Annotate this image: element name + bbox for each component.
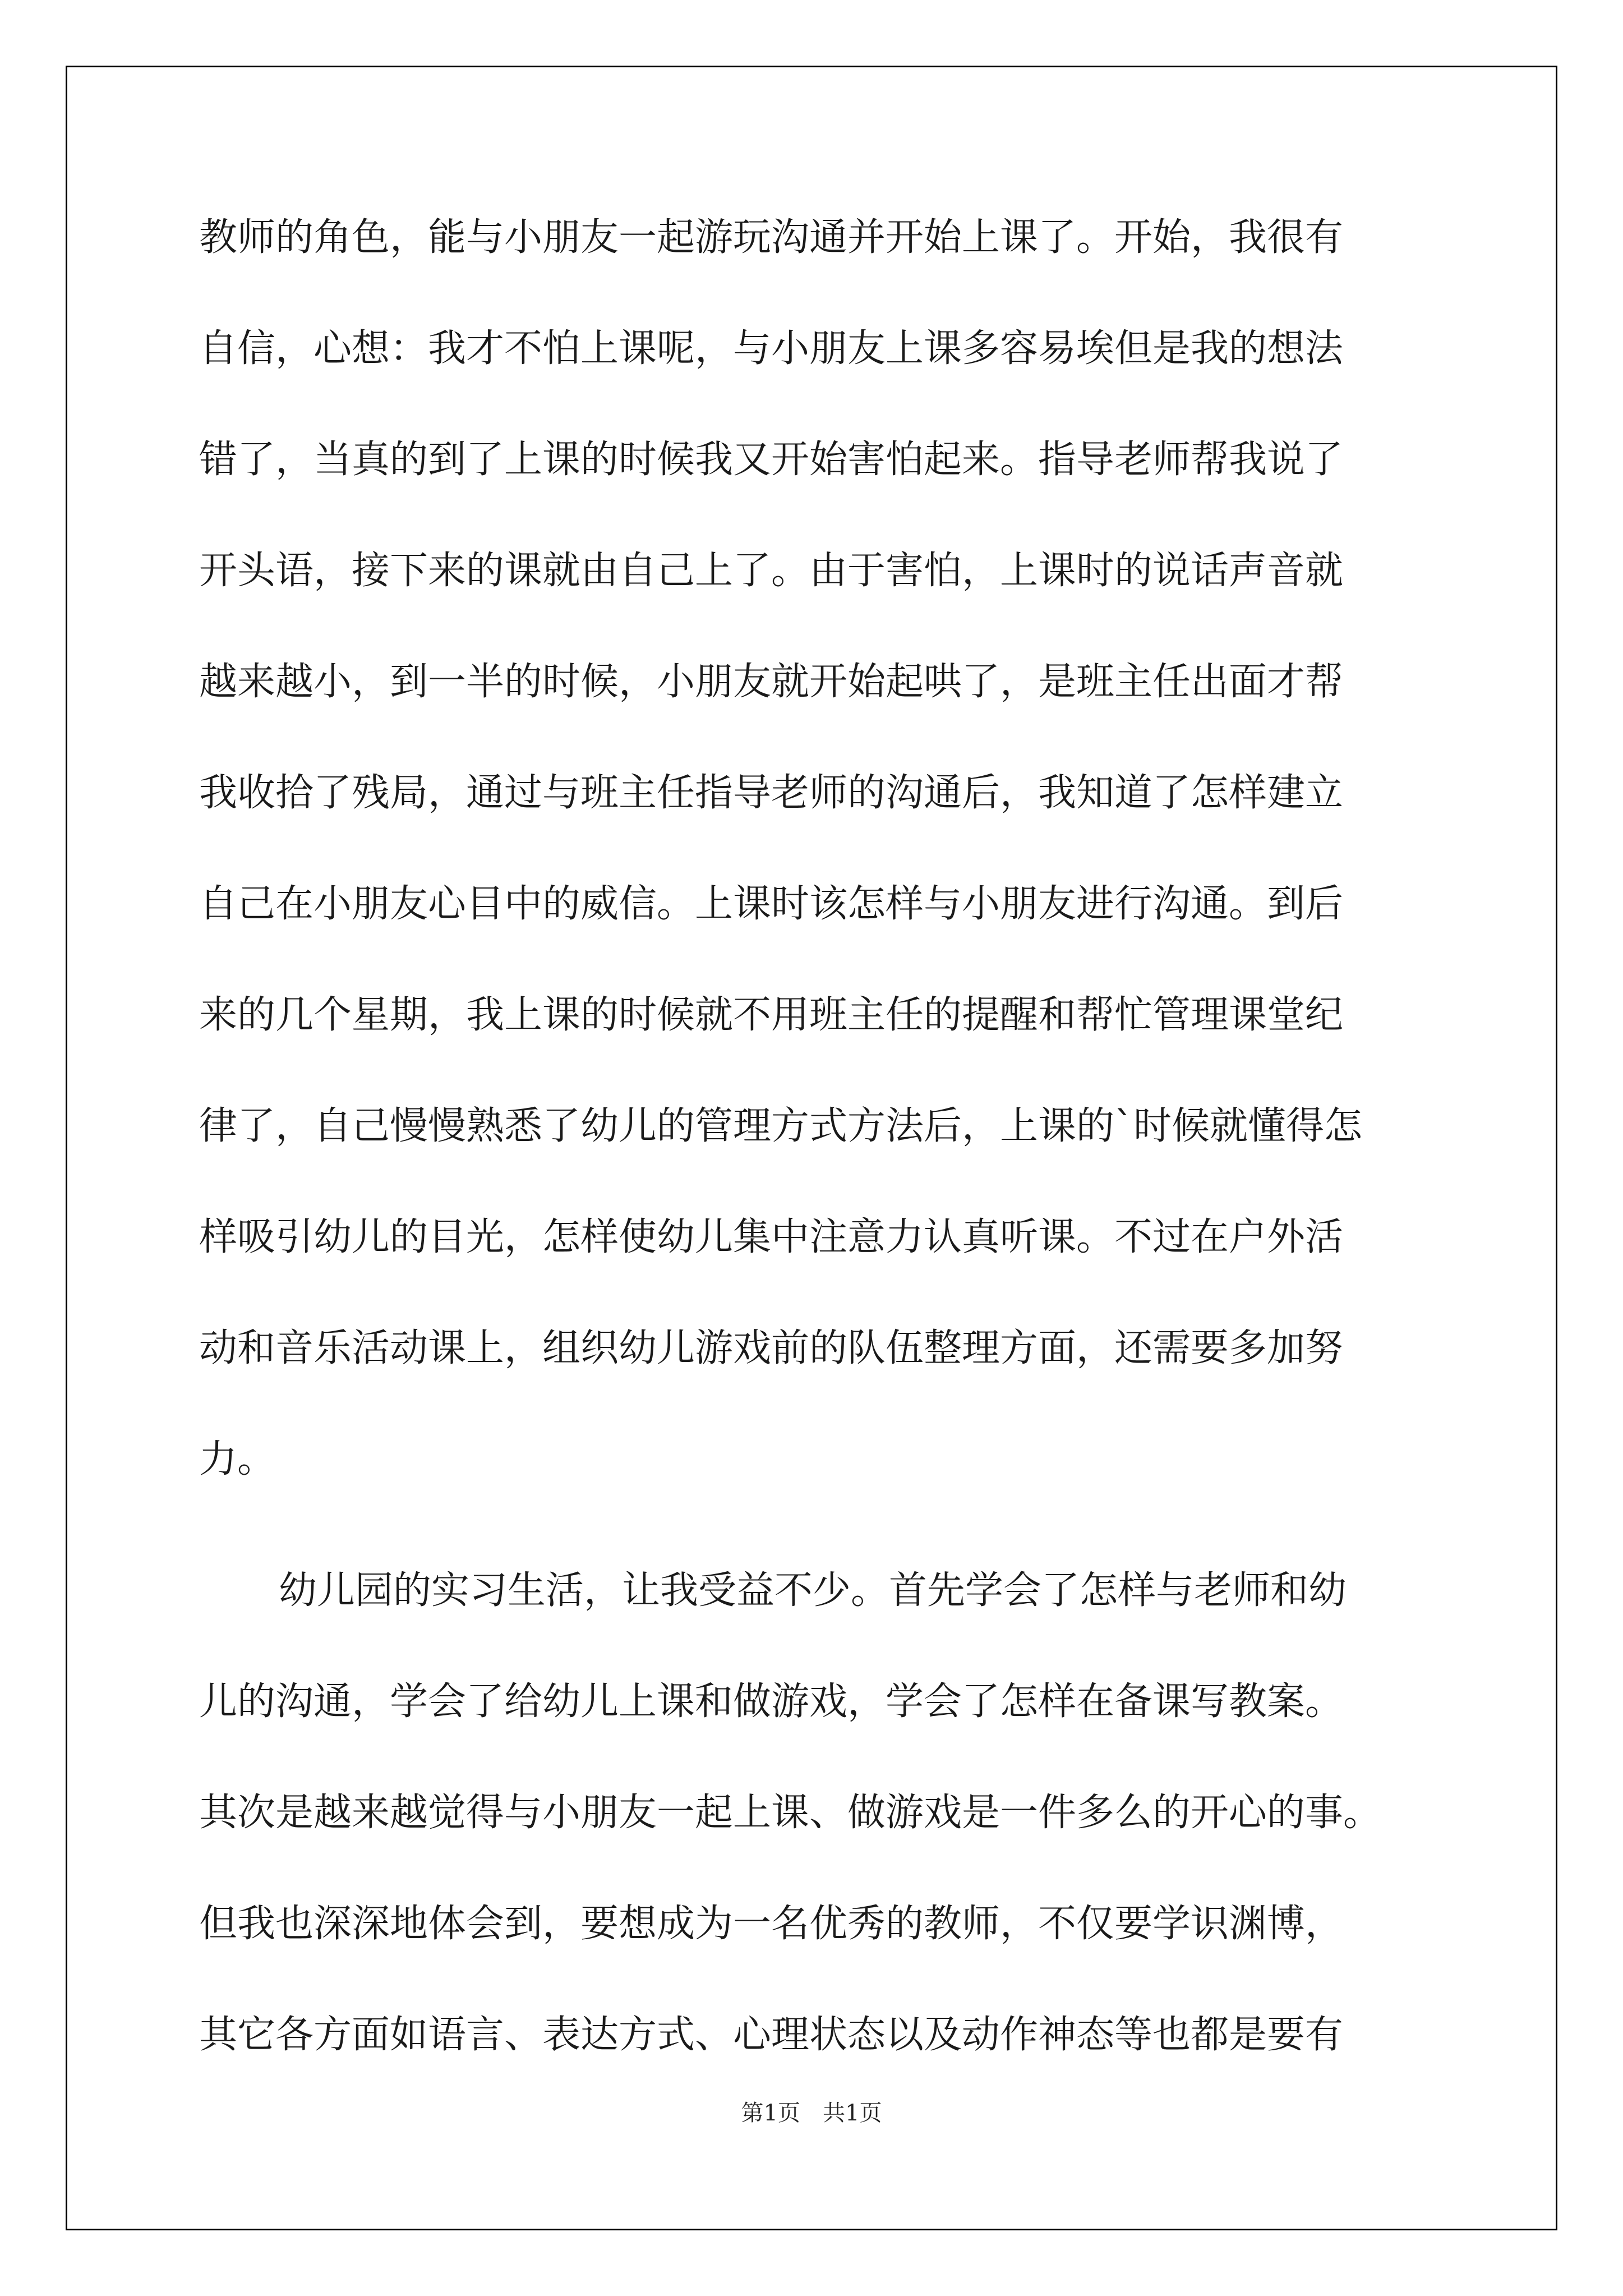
text-line: 教师的角色，能与小朋友一起游玩沟通并开始上课了。开始，我很有	[199, 215, 1344, 260]
paragraph-1	[199, 215, 1433, 1552]
text-line: 动和音乐活动课上，组织幼儿游戏前的队伍整理方面，还需要多加努	[199, 1326, 1344, 1370]
document-body	[199, 215, 1433, 2127]
paragraph-2	[199, 1568, 1433, 2127]
text-line: 其次是越来越觉得与小朋友一起上课、做游戏是一件多么的开心的事。	[199, 1791, 1382, 1835]
text-line: 幼儿园的实习生活，让我受益不少。首先学会了怎样与老师和幼	[279, 1568, 1347, 1613]
text-line: 但我也深深地体会到，要想成为一名优秀的教师，不仅要学识渊博，	[199, 1902, 1344, 1946]
text-line: 自信，心想：我才不怕上课呢，与小朋友上课多容易埃但是我的想法	[199, 326, 1344, 371]
text-line: 错了，当真的到了上课的时候我又开始害怕起来。指导老师帮我说了	[199, 438, 1344, 482]
text-line: 样吸引幼儿的目光，怎样使幼儿集中注意力认真听课。不过在户外活	[199, 1215, 1344, 1259]
text-line: 越来越小，到一半的时候，小朋友就开始起哄了，是班主任出面才帮	[199, 660, 1344, 704]
text-line: 律了，自己慢慢熟悉了幼儿的管理方式方法后，上课的`时候就懂得怎	[199, 1104, 1363, 1148]
text-line: 开头语，接下来的课就由自己上了。由于害怕，上课时的说话声音就	[199, 549, 1344, 593]
text-line: 力。	[199, 1437, 276, 1481]
text-line: 自己在小朋友心目中的威信。上课时该怎样与小朋友进行沟通。到后	[199, 882, 1344, 926]
page-number-footer: 第1页 共1页	[741, 2100, 882, 2126]
text-line: 我收拾了残局，通过与班主任指导老师的沟通后，我知道了怎样建立	[199, 771, 1344, 815]
text-line: 来的几个星期，我上课的时候就不用班主任的提醒和帮忙管理课堂纪	[199, 993, 1344, 1037]
text-line: 其它各方面如语言、表达方式、心理状态以及动作神态等也都是要有	[199, 2013, 1344, 2057]
text-line: 儿的沟通，学会了给幼儿上课和做游戏，学会了怎样在备课写教案。	[199, 1680, 1344, 1724]
